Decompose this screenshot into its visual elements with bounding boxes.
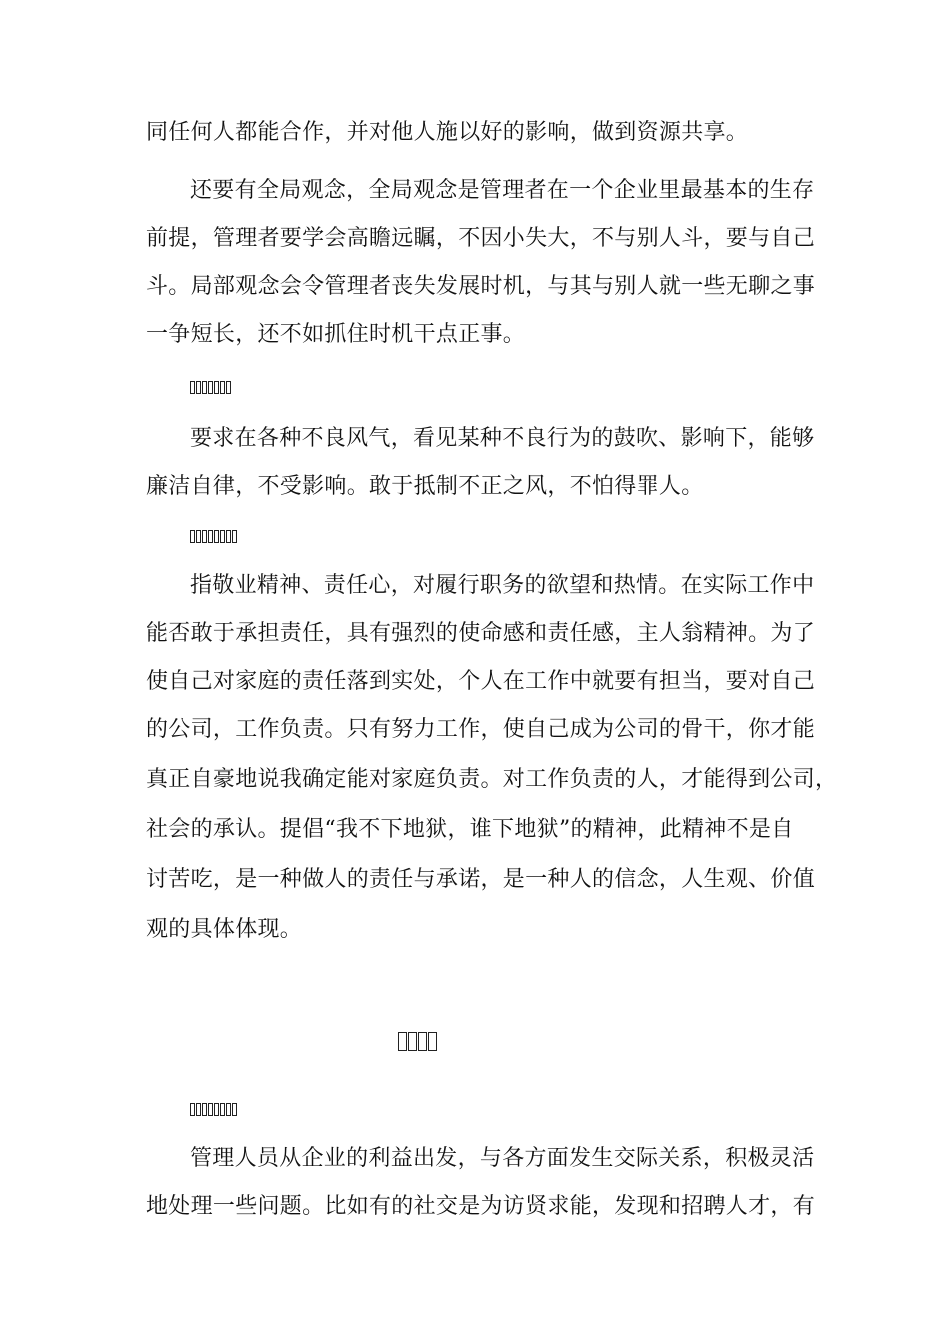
text-line: 讨苦吃，是一种做人的责任与承诺，是一种人的信念，人生观、价值 <box>146 867 816 892</box>
text-line: 使自己对家庭的责任落到实处，个人在工作中就要有担当，要对自己 <box>146 669 816 694</box>
text-line: 真正自豪地说我确定能对家庭负责。对工作负责的人，才能得到公司， <box>146 767 838 792</box>
text-line: 一争短长，还不如抓住时机干点正事。 <box>146 322 526 347</box>
text-line: 同任何人都能合作，并对他人施以好的影响，做到资源共享。 <box>146 120 749 145</box>
text-line: 还要有全局观念，全局观念是管理者在一个企业里最基本的生存 <box>190 178 815 203</box>
text-line: 的公司，工作负责。只有努力工作，使自己成为公司的骨干，你才能 <box>146 717 816 742</box>
text-line: 能否敢于承担责任，具有强烈的使命感和责任感，主人翁精神。为了 <box>146 621 816 646</box>
text-line: 管理人员从企业的利益出发，与各方面发生交际关系，积极灵活 <box>190 1146 815 1171</box>
missing-glyph-section-title <box>398 1032 437 1051</box>
text-line: 观的具体体现。 <box>146 917 303 942</box>
text-line: 社会的承认。提倡“我不下地狱，谁下地狱”的精神，此精神不是自 <box>146 817 794 842</box>
text-line: 廉洁自律，不受影响。敢于抵制不正之风，不怕得罪人。 <box>146 474 704 499</box>
text-line: 指敬业精神、责任心，对履行职务的欲望和热情。在实际工作中 <box>190 573 815 598</box>
missing-glyph-heading <box>190 530 237 543</box>
text-line: 要求在各种不良风气，看见某种不良行为的鼓吹、影响下，能够 <box>190 426 815 451</box>
text-line: 前提，管理者要学会高瞻远瞩，不因小失大，不与别人斗，要与自己 <box>146 226 816 251</box>
missing-glyph-heading <box>190 381 231 394</box>
text-line: 斗。局部观念会令管理者丧失发展时机，与其与别人就一些无聊之事 <box>146 274 816 299</box>
missing-glyph-heading <box>190 1103 237 1116</box>
text-line: 地处理一些问题。比如有的社交是为访贤求能，发现和招聘人才，有 <box>146 1194 816 1219</box>
